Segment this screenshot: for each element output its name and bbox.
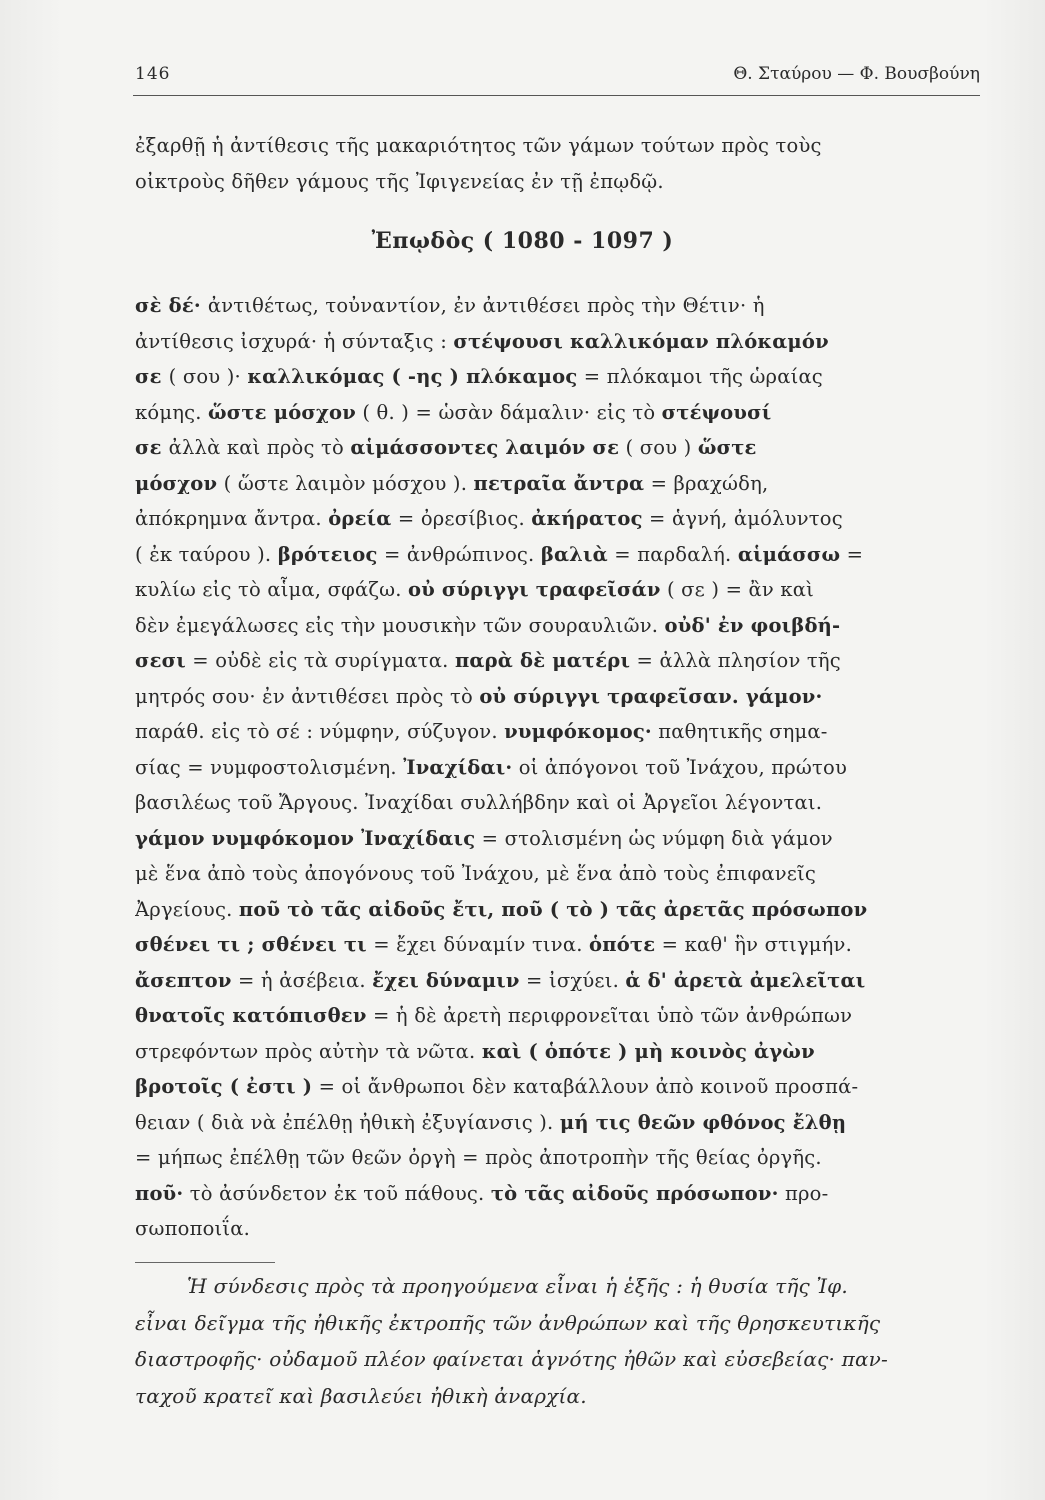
commentary-line — [135, 501, 980, 537]
gloss-text: = ὀρεσίβιος. — [391, 507, 532, 530]
gloss-text: ἀλλὰ καὶ πρὸς τὸ — [168, 436, 351, 459]
header-rule — [133, 95, 980, 96]
commentary-line — [135, 750, 980, 786]
gloss-text: = ἰσχύει. — [519, 968, 626, 992]
lemma-term: ἔχει δύναμιν — [372, 968, 520, 992]
gloss-text: κυλίω εἰς τὸ αἷμα, σφάζω. — [135, 578, 408, 601]
gloss-text: = στολισμένη ὡς νύμφη διὰ γάμον — [475, 826, 833, 850]
gloss-text: ἀπόκρημνα ἄντρα. — [135, 507, 329, 530]
commentary-line — [135, 430, 980, 466]
gloss-text: θειαν ( διὰ νὰ ἐπέλθῃ ἠθικὴ ἐξυγίανσις ). — [135, 1110, 560, 1134]
separator-rule — [135, 1262, 275, 1263]
gloss-text: στρεφόντων πρὸς αὐτὴν τὰ νῶτα. — [135, 1039, 482, 1063]
commentary-line — [135, 324, 980, 360]
lemma-term: τὸ τᾶς αἰδοῦς πρόσωπον· — [490, 1181, 779, 1205]
lemma-term: οὐ σύριγγι τραφεῖσαν. γάμον· — [479, 684, 823, 708]
gloss-text: = ἡ ἀσέβεια. — [231, 968, 373, 992]
gloss-text: βασιλέως τοῦ Ἄργους. Ἰναχίδαι συλλήβδην καὶ οἱ Ἀργεῖοι λέγονται. — [135, 791, 823, 814]
commentary-line — [135, 1105, 980, 1141]
lemma-term: καὶ ( ὁπότε ) μὴ κοινὸς ἀγὼν — [481, 1039, 815, 1063]
gloss-text: μὲ ἕνα ἀπὸ τοὺς ἀπογόνους τοῦ Ἰνάχου, μὲ ἕνα ἀπὸ τοὺς ἐπιφανεῖς — [135, 862, 817, 885]
lemma-term: ἁ δ' ἀρετὰ ἀμελεῖται — [625, 968, 866, 992]
lemma-term: γάμον νυμφόκομον Ἰναχίδαις — [135, 826, 476, 850]
gloss-text: = ἁγνή, ἀμόλυντος — [642, 507, 843, 530]
lemma-term: βροτοῖς ( ἐστι ) — [135, 1075, 313, 1098]
lemma-term: σθένει τι ; σθένει τι — [135, 933, 367, 956]
gloss-text: = οὐδὲ εἰς τὰ συρίγματα. — [185, 649, 455, 672]
commentary-line — [135, 1069, 980, 1105]
commentary-line — [135, 963, 980, 999]
gloss-text: δὲν ἐμεγάλωσες εἰς τὴν μουσικὴν τῶν σουραυλιῶν. — [135, 613, 665, 637]
lemma-term: στέψουσί — [661, 400, 772, 424]
closing-line: Ἡ σύνδεσις πρὸς τὰ προηγούμενα εἶναι ἡ ἑξῆς : ἡ θυσία τῆς Ἰφ. — [187, 1274, 848, 1298]
commentary-line — [135, 537, 980, 573]
page-header — [135, 60, 980, 92]
gloss-text: = ἡ δὲ ἀρετὴ περιφρονεῖται ὑπὸ τῶν ἀνθρώπων — [366, 1004, 853, 1027]
commentary-paragraph — [135, 288, 980, 1247]
gloss-text: = ἀλλὰ πλησίον τῆς — [630, 649, 841, 672]
gloss-text: ἀντιθέτως, τοὐναντίον, ἐν ἀντιθέσει πρὸς τὴν Θέτιν· ἡ — [207, 294, 765, 317]
lemma-term: αἱμάσσω — [737, 542, 841, 566]
closing-line: ταχοῦ κρατεῖ καὶ βασιλεύει ἠθικὴ ἀναρχία. — [135, 1383, 587, 1408]
commentary-line — [135, 821, 980, 857]
lemma-term: οὐ σύριγγι τραφεῖσάν — [408, 578, 661, 601]
lemma-term: μή τις θεῶν φθόνος ἔλθῃ — [559, 1110, 847, 1134]
commentary-line — [135, 466, 980, 502]
lemma-term: σε — [135, 436, 169, 459]
gloss-text: σίας = νυμφοστολισμένη. — [135, 755, 404, 779]
lemma-term: θνατοῖς κατόπισθεν — [135, 1004, 367, 1027]
closing-line: διαστροφῆς· οὐδαμοῦ πλέον φαίνεται ἁγνότης ἠθῶν καὶ εὐσεβείας· παν- — [135, 1347, 888, 1371]
gloss-text: = ἀνθρώπινος. — [377, 542, 541, 566]
gloss-text: μητρός σου· ἐν ἀντιθέσει πρὸς τὸ — [135, 684, 480, 708]
commentary-line — [135, 892, 980, 928]
commentary-line — [135, 856, 980, 892]
gloss-text: κόμης. — [135, 400, 209, 424]
commentary-line — [135, 927, 980, 963]
intro-paragraph — [135, 128, 980, 199]
lemma-term: αἱμάσσοντες λαιμόν σε — [350, 436, 620, 459]
commentary-line — [135, 288, 980, 324]
gloss-text: = — [840, 542, 864, 566]
gloss-text: ( σου )· — [168, 365, 248, 388]
gloss-text: παράθ. εἰς τὸ σέ : νύμφην, σύζυγον. — [135, 720, 505, 743]
commentary-line — [135, 359, 980, 395]
commentary-line — [135, 395, 980, 431]
commentary-line — [135, 1176, 980, 1212]
gloss-text: οἱ ἀπόγονοι τοῦ Ἰνάχου, πρώτου — [512, 755, 848, 779]
intro-line: οἰκτροὺς δῆθεν γάμους τῆς Ἰφιγενείας ἐν τῇ ἐπῳδῷ. — [135, 169, 664, 193]
lemma-term: ὁπότε — [589, 933, 656, 956]
lemma-term: παρὰ δὲ ματέρι — [454, 649, 631, 672]
lemma-term: ποῦ· — [135, 1181, 184, 1205]
lemma-term: ὥστε μόσχον — [208, 400, 356, 424]
gloss-text: = ἔχει δύναμίν τινα. — [366, 933, 590, 956]
commentary-line — [135, 1211, 980, 1247]
lemma-term: σεσι — [135, 649, 186, 672]
gloss-text: ( σε ) = ἂν καὶ — [660, 578, 814, 601]
lemma-term: σὲ δέ· — [135, 294, 208, 317]
commentary-line — [135, 608, 980, 644]
closing-paragraph — [135, 1268, 980, 1414]
lemma-term: μόσχον — [135, 471, 218, 495]
lemma-term: οὐδ' ἐν φοιβδή- — [664, 613, 841, 637]
gloss-text: = οἱ ἄνθρωποι δὲν καταβάλλουν ἀπὸ κοινοῦ προσπά- — [312, 1075, 859, 1098]
lemma-term: καλλικόμας ( -ης ) πλόκαμος — [247, 365, 578, 388]
lemma-term: στέψουσι καλλικόμαν πλόκαμόν — [453, 329, 829, 353]
lemma-term: ὀρεία — [328, 507, 392, 530]
gloss-text: = βραχώδη, — [644, 471, 769, 495]
commentary-line — [135, 1140, 980, 1176]
gloss-text: τὸ ἀσύνδετον ἐκ τοῦ πάθους. — [183, 1181, 491, 1205]
gloss-text: = πλόκαμοι τῆς ὡραίας — [577, 365, 823, 388]
gloss-text: ( σου ) — [619, 436, 698, 459]
gloss-text: παθητικῆς σημα- — [651, 720, 828, 743]
gloss-text: ( ἐκ ταύρου ). — [135, 542, 278, 566]
commentary-line — [135, 714, 980, 750]
section-title: Ἐπῳδὸς ( 1080 - 1097 ) — [371, 228, 674, 254]
lemma-term: ὥστε — [697, 436, 757, 459]
gloss-text: = παρδαλή. — [607, 542, 738, 566]
commentary-line — [135, 1034, 980, 1070]
lemma-term: πετραῖα ἄντρα — [473, 471, 645, 495]
lemma-term: βρότειος — [277, 542, 378, 566]
gloss-text: = μήπως ἐπέλθῃ τῶν θεῶν ὀργὴ = πρὸς ἀποτροπὴν τῆς θείας ὀργῆς. — [135, 1146, 822, 1169]
commentary-line — [135, 572, 980, 608]
lemma-term: ἀκήρατος — [531, 507, 643, 530]
gloss-text: ἀντίθεσις ἰσχυρά· ἡ σύνταξις : — [135, 329, 454, 353]
gloss-text: Ἀργείους. — [135, 897, 239, 921]
lemma-term: Ἰναχίδαι· — [403, 755, 513, 779]
gloss-text: ( θ. ) = ὡσὰν δάμαλιν· εἰς τὸ — [355, 400, 662, 424]
lemma-term: βαλιὰ — [540, 542, 608, 566]
gloss-text: σωποποιΐα. — [135, 1217, 250, 1240]
lemma-term: ποῦ τὸ τᾶς αἰδοῦς ἔτι, ποῦ ( τὸ ) τᾶς ἀρετᾶς πρόσωπον — [238, 897, 868, 921]
commentary-line — [135, 998, 980, 1034]
gloss-text: = καθ' ἣν στιγμήν. — [655, 933, 853, 956]
commentary-line — [135, 679, 980, 715]
lemma-term: σε — [135, 365, 169, 388]
commentary-line — [135, 643, 980, 679]
intro-line: ἐξαρθῇ ἡ ἀντίθεσις τῆς μακαριότητος τῶν γάμων τούτων πρὸς τοὺς — [135, 134, 822, 157]
lemma-term: νυμφόκομος· — [504, 720, 652, 743]
commentary-line — [135, 785, 980, 821]
gloss-text: ( ὥστε λαιμὸν μόσχου ). — [217, 471, 474, 495]
gloss-text: προ- — [778, 1181, 829, 1205]
lemma-term: ἄσεπτον — [135, 968, 232, 992]
page-number: 146 — [135, 64, 171, 84]
closing-line: εἶναι δεῖγμα τῆς ἠθικῆς ἐκτροπῆς τῶν ἀνθρώπων καὶ τῆς θρησκευτικῆς — [135, 1310, 881, 1335]
running-head: Θ. Σταύρου — Φ. Βουσβούνη — [733, 64, 980, 84]
